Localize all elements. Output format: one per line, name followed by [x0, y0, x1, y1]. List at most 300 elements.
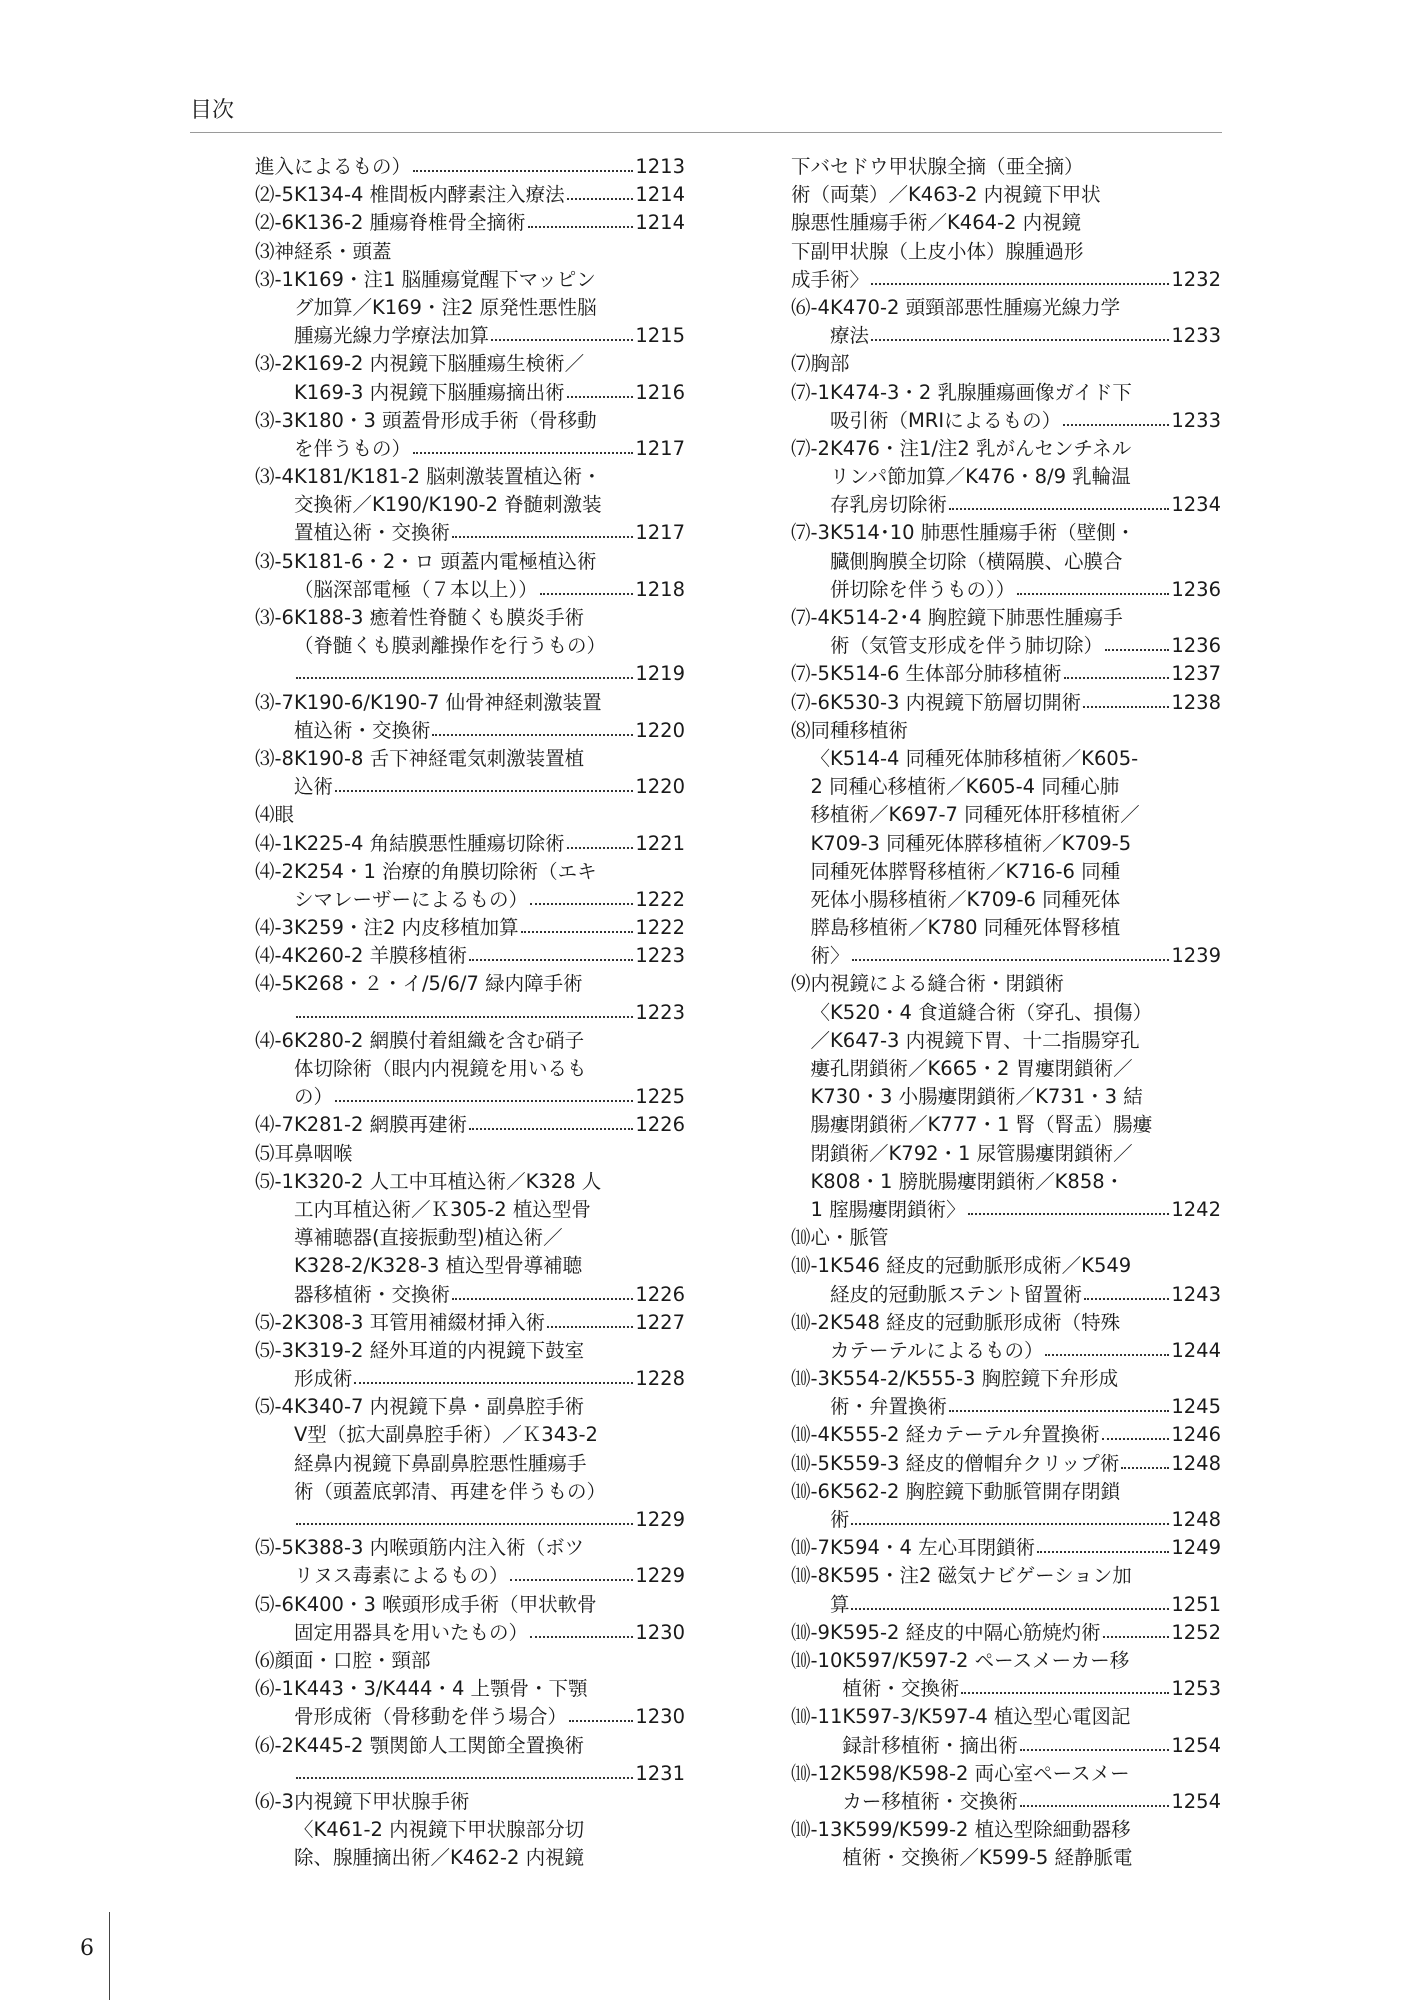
toc-entry[interactable] — [791, 1252, 1221, 1308]
toc-entry[interactable] — [255, 1788, 685, 1873]
toc-entry-number: ⑽-3 — [791, 1367, 830, 1391]
toc-entry-number: ⑽-1 — [791, 1254, 830, 1278]
toc-entry-text: 導補聴器(直接振動型)植込術／ — [293, 1226, 563, 1250]
toc-entry-body — [294, 1027, 685, 1112]
toc-entry-text: 術（両葉）／K463-2 内視鏡下甲状 — [791, 183, 1101, 207]
toc-entry-body — [294, 1393, 685, 1534]
toc-entry[interactable] — [255, 689, 685, 745]
toc-page-number: 1226 — [635, 1113, 685, 1137]
toc-entry-text: K443・3/K444・4 上顎骨・下顎 — [293, 1677, 588, 1701]
toc-entry-body — [791, 153, 1221, 294]
toc-entry-text: カー移植術・交換術 — [842, 1789, 1018, 1813]
toc-entry-text: 固定用器具を用いたもの） — [293, 1620, 528, 1644]
toc-entry[interactable] — [791, 1760, 1221, 1816]
toc-entry-text: K599/K599-2 植込型除細動器移 — [842, 1818, 1131, 1842]
toc-entry-number: ⑸-1 — [255, 1169, 294, 1193]
toc-entry-body — [830, 1619, 1221, 1647]
toc-entry-text: 術〉 — [810, 944, 850, 968]
toc-entry-text: の） — [293, 1085, 333, 1109]
toc-entry-body — [830, 1421, 1221, 1449]
toc-entry-text: 同種移植術 — [810, 718, 909, 742]
toc-entry[interactable] — [255, 1027, 685, 1112]
toc-entry-text: K594・4 左心耳閉鎖術 — [829, 1536, 1036, 1560]
toc-entry-body — [294, 1788, 685, 1873]
toc-entry[interactable] — [791, 1450, 1221, 1478]
toc-entry-body — [294, 689, 685, 745]
toc-page-number: 1213 — [635, 155, 685, 178]
toc-entry-number: ⑽-13 — [791, 1818, 843, 1842]
toc-page-number: 1236 — [1171, 577, 1221, 601]
toc-entry-body — [294, 1337, 685, 1393]
leader-dots — [335, 1083, 633, 1111]
toc-entry-text: 1 腟腸瘻閉鎖術〉 — [810, 1197, 966, 1221]
toc-page-number: 1223 — [635, 944, 685, 968]
leader-dots — [871, 322, 1169, 350]
toc-left-column — [255, 153, 685, 1872]
toc-entry-text: K190-8 舌下神経電気刺激装置植 — [293, 746, 585, 770]
toc-page-number: 1234 — [1171, 493, 1221, 517]
toc-entry-text: K709-3 同種死体膵移植術／K709-5 — [810, 831, 1132, 855]
toc-entry-number: ⑼ — [791, 972, 811, 996]
toc-entry-text: K388-3 内喉頭筋内注入術（ボツ — [293, 1536, 585, 1560]
toc-entry[interactable] — [791, 1647, 1221, 1703]
toc-entry[interactable] — [255, 266, 685, 351]
toc-entry-number: ⑺-6 — [791, 690, 830, 714]
leader-dots — [469, 942, 633, 970]
toc-entry-body — [275, 1140, 685, 1168]
toc-entry-body — [294, 1732, 685, 1788]
toc-entry-text: 膵島移植術／K780 同種死体腎移植 — [810, 916, 1121, 940]
toc-entry-text: 〈K461-2 内視鏡下甲状腺部分切 — [293, 1818, 585, 1842]
toc-entry-text: 吸引術（MRIによるもの） — [829, 408, 1062, 432]
toc-entry-number: ⑹ — [255, 1648, 275, 1672]
toc-entry-text: K530-3 内視鏡下筋層切開術 — [829, 690, 1082, 714]
toc-entry[interactable] — [255, 745, 685, 801]
toc-entry-body — [294, 181, 685, 209]
toc-entry-text: 植込術・交換術 — [293, 718, 431, 742]
toc-entry-text: K169-3 内視鏡下脳腫瘍摘出術 — [293, 380, 565, 404]
toc-entry-text: K597-3/K597-4 植込型心電図記 — [842, 1705, 1131, 1729]
toc-entry-number: ⑽-10 — [791, 1648, 843, 1672]
leader-dots — [335, 773, 633, 801]
toc-entry[interactable] — [791, 970, 1221, 1224]
toc-entry-number: ⑶ — [255, 239, 275, 263]
toc-page-number: 1229 — [635, 1508, 685, 1531]
toc-page-number: 1249 — [1171, 1536, 1221, 1560]
toc-entry-body — [830, 689, 1221, 717]
toc-entry[interactable] — [255, 238, 685, 266]
toc-entry-text: 胸部 — [810, 352, 850, 376]
toc-entry[interactable] — [791, 1365, 1221, 1421]
toc-entry-text: リヌス毒素によるもの） — [293, 1564, 509, 1588]
leader-dots — [1064, 660, 1170, 688]
toc-entry-body — [255, 153, 685, 181]
toc-entry-text: K514-2･4 胸腔鏡下肺悪性腫瘍手 — [829, 606, 1123, 629]
toc-entry[interactable] — [255, 1675, 685, 1731]
toc-entry-text: グ加算／K169・注2 原発性悪性脳 — [293, 295, 597, 319]
toc-entry[interactable] — [791, 1478, 1221, 1534]
toc-entry-number: ⑽-5 — [791, 1451, 830, 1475]
toc-entry-text: 耳鼻咽喉 — [274, 1141, 353, 1165]
toc-page-number: 1220 — [635, 775, 685, 799]
toc-entry[interactable] — [255, 548, 685, 604]
toc-page-number: 1226 — [635, 1282, 685, 1306]
toc-entry-text: 同種死体膵腎移植術／K716-6 同種 — [810, 859, 1121, 883]
toc-entry-body — [294, 350, 685, 406]
toc-entry-number: ⑹-4 — [791, 295, 830, 319]
toc-entry[interactable] — [255, 1591, 685, 1647]
toc-entry[interactable] — [791, 689, 1221, 717]
toc-entry-number: ⑹-2 — [255, 1733, 294, 1757]
toc-entry-text: 臓側胸膜全切除（横隔膜、心膜合 — [829, 549, 1123, 573]
toc-entry[interactable] — [255, 858, 685, 914]
leader-dots — [1037, 1534, 1169, 1562]
toc-entry-number: ⑷-5 — [255, 972, 294, 996]
leader-dots — [540, 576, 634, 604]
toc-entry-body — [830, 1478, 1221, 1534]
toc-entry-text: Ⅴ型（拡大副鼻腔手術）／Ｋ343-2 — [293, 1423, 598, 1447]
toc-page-number: 1248 — [1171, 1451, 1221, 1475]
toc-entry-body — [294, 548, 685, 604]
toc-entry[interactable] — [255, 1140, 685, 1168]
toc-entry-number: ⑽-6 — [791, 1479, 830, 1503]
toc-entry[interactable] — [791, 1619, 1221, 1647]
toc-entry-text: K320-2 人工中耳植込術／K328 人 — [293, 1169, 602, 1193]
toc-entry-text: K514･10 肺悪性腫瘍手術（壁側・ — [829, 521, 1136, 545]
toc-page-number: 1230 — [635, 1705, 685, 1729]
toc-entry-text: K559-3 経皮的僧帽弁クリップ術 — [829, 1451, 1120, 1475]
toc-entry-body — [811, 717, 1221, 971]
toc-entry-body — [830, 435, 1221, 520]
toc-entry-number: ⑷-1 — [255, 831, 294, 855]
toc-entry[interactable] — [255, 914, 685, 942]
toc-entry-text: 植術・交換術 — [842, 1677, 960, 1701]
page-header — [190, 96, 1222, 133]
toc-entry-text: 除、腺腫摘出術／K462-2 内視鏡 — [293, 1846, 585, 1870]
toc-entry-text: 下バセドウ甲状腺全摘（亜全摘） — [791, 155, 1084, 178]
toc-entry-body — [294, 858, 685, 914]
toc-entry-number: ⑽-12 — [791, 1761, 843, 1785]
toc-entry-body — [842, 1647, 1221, 1703]
toc-entry-text: （脊髄くも膜剥離操作を行うもの） — [293, 634, 606, 658]
leader-dots — [968, 1196, 1170, 1224]
toc-entry-text: K595・注2 磁気ナビゲーション加 — [829, 1564, 1132, 1588]
toc-page-number: 1215 — [635, 324, 685, 348]
toc-entry-number: ⑺-5 — [791, 662, 830, 686]
leader-dots — [452, 519, 633, 547]
leader-dots — [567, 379, 634, 407]
leader-dots — [296, 1760, 633, 1788]
toc-page-number: 1252 — [1171, 1620, 1221, 1644]
toc-entry-number: ⑶-7 — [255, 690, 294, 714]
toc-entry-text: K476・注1/注2 乳がんセンチネル — [829, 436, 1132, 460]
toc-entry-number: ⑷-6 — [255, 1028, 294, 1052]
toc-entry-text: 植術・交換術／K599-5 経静脈電 — [842, 1846, 1133, 1870]
toc-entry-text: 交換術／K190/K190-2 脊髄刺激装 — [293, 493, 602, 517]
toc-entry[interactable] — [791, 1534, 1221, 1562]
leader-dots — [569, 1703, 633, 1731]
toc-entry-text: 経鼻内視鏡下鼻副鼻腔悪性腫瘍手 — [293, 1451, 587, 1475]
toc-page-number: 1228 — [635, 1367, 685, 1391]
toc-entry-text: K319-2 経外耳道的内視鏡下鼓室 — [293, 1338, 585, 1362]
toc-entry-body — [830, 294, 1221, 350]
toc-entry[interactable] — [791, 1703, 1221, 1759]
toc-entry-text: 成手術〉 — [791, 267, 870, 291]
toc-entry-text: 2 同種心移植術／K605-4 同種心肺 — [810, 775, 1120, 799]
toc-page-number: 1254 — [1171, 1789, 1221, 1813]
leader-dots — [949, 1393, 1169, 1421]
toc-entry-text: 死体小腸移植術／K709-6 同種死体 — [810, 887, 1121, 911]
toc-entry-number: ⑽-2 — [791, 1310, 830, 1334]
toc-page-number: 1245 — [1171, 1395, 1221, 1419]
toc-entry[interactable] — [255, 970, 685, 1026]
toc-entry-text: K470-2 頭頸部悪性腫瘍光線力学 — [829, 295, 1121, 319]
toc-page-number: 1243 — [1171, 1282, 1221, 1306]
toc-entry-number: ⑶-2 — [255, 352, 294, 376]
toc-page-number: 1244 — [1171, 1338, 1221, 1362]
toc-entry-text: K445-2 顎関節人工関節全置換術 — [293, 1733, 585, 1757]
leader-dots — [1083, 689, 1169, 717]
toc-entry[interactable] — [791, 1421, 1221, 1449]
toc-entry-number: ⑸-6 — [255, 1592, 294, 1616]
toc-entry-text: K562-2 胸腔鏡下動脈管開存閉鎖 — [829, 1479, 1121, 1503]
toc-entry-body — [830, 519, 1221, 604]
toc-page-number: 1217 — [635, 521, 685, 545]
leader-dots — [296, 999, 633, 1027]
toc-entry-number: ⑶-4 — [255, 465, 294, 489]
toc-entry-number: ⑻ — [791, 718, 811, 742]
leader-dots — [1084, 1281, 1169, 1309]
leader-dots — [432, 717, 633, 745]
toc-entry-number: ⑽-11 — [791, 1705, 843, 1729]
toc-entry-body — [294, 1168, 685, 1309]
toc-page-number: 1230 — [635, 1620, 685, 1644]
toc-entry-body — [830, 1450, 1221, 1478]
leader-dots — [961, 1675, 1169, 1703]
toc-entry-text: K546 経皮的冠動脈形成術／K549 — [829, 1254, 1132, 1278]
toc-entry-number: ⑸ — [255, 1141, 275, 1165]
toc-entry-text: 存乳房切除術 — [829, 493, 947, 517]
toc-entry[interactable] — [255, 604, 685, 689]
leader-dots — [413, 435, 633, 463]
toc-page-number: 1217 — [635, 436, 685, 460]
toc-entry[interactable] — [255, 407, 685, 463]
toc-entry-body — [294, 604, 685, 689]
toc-entry-text: 骨形成術（骨移動を伴う場合） — [293, 1705, 567, 1729]
toc-page-number: 1242 — [1171, 1197, 1221, 1221]
toc-entry-text: 心・脈管 — [810, 1226, 889, 1250]
toc-entry-text: K169-2 内視鏡下脳腫瘍生検術／ — [293, 352, 585, 376]
toc-entry-body — [294, 914, 685, 942]
leader-dots — [1045, 1337, 1169, 1365]
toc-entry-text: K281-2 網膜再建術 — [293, 1113, 468, 1137]
toc-entry-text: K474-3・2 乳腺腫瘍画像ガイド下 — [829, 380, 1132, 404]
toc-entry-body — [830, 1365, 1221, 1421]
toc-entry[interactable] — [791, 379, 1221, 435]
toc-entry[interactable] — [791, 1816, 1221, 1872]
toc-entry-text: 瘻孔閉鎖術／K665・2 胃瘻閉鎖術／ — [810, 1057, 1133, 1080]
toc-entry-text: K598/K598-2 両心室ペースメー — [842, 1761, 1130, 1785]
toc-entry-text: シマレーザーによるもの） — [293, 887, 528, 911]
toc-entry-text: K808・1 膀胱腸瘻閉鎖術／K858・ — [810, 1169, 1125, 1193]
toc-entry[interactable] — [255, 153, 685, 181]
leader-dots — [567, 181, 634, 209]
toc-entry-number: ⑷-7 — [255, 1113, 294, 1137]
toc-entry[interactable] — [255, 830, 685, 858]
leader-dots — [871, 266, 1169, 294]
toc-entry-text: K254・1 治療的角膜切除術（エキ — [293, 859, 597, 883]
toc-entry-number: ⑸-5 — [255, 1536, 294, 1560]
toc-entry-number: ⑵-5 — [255, 183, 294, 207]
toc-entry[interactable] — [255, 1168, 685, 1309]
toc-page-number: 1214 — [635, 211, 685, 235]
toc-entry[interactable] — [791, 604, 1221, 660]
toc-entry-body — [294, 830, 685, 858]
toc-entry-text: K225-4 角結膜悪性腫瘍切除術 — [293, 831, 565, 855]
toc-entry-text: K169・注1 脳腫瘍覚醒下マッピン — [293, 267, 596, 291]
toc-entry-text: 閉鎖術／K792・1 尿管腸瘻閉鎖術／ — [810, 1141, 1133, 1165]
toc-entry[interactable] — [255, 1309, 685, 1337]
leader-dots — [1063, 407, 1169, 435]
toc-entry-text: K280-2 網膜付着組織を含む硝子 — [293, 1028, 585, 1052]
toc-entry-body — [830, 379, 1221, 435]
toc-entry[interactable] — [255, 1732, 685, 1788]
toc-entry-text: 算 — [829, 1592, 850, 1616]
toc-entry-text: K181/K181-2 脳刺激装置植込術・ — [293, 465, 602, 489]
toc-entry[interactable] — [791, 435, 1221, 520]
toc-entry[interactable] — [255, 942, 685, 970]
toc-entry-number: ⑺-4 — [791, 606, 830, 629]
page-number: 6 — [80, 1936, 94, 1961]
toc-entry-text: K308-3 耳管用補綴材挿入術 — [293, 1310, 546, 1334]
toc-entry-number: ⑶-8 — [255, 746, 294, 770]
toc-entry-text: K180・3 頭蓋骨形成手術（骨移動 — [293, 408, 597, 432]
leader-dots — [567, 830, 634, 858]
toc-page-number: 1238 — [1171, 690, 1221, 714]
toc-entry[interactable] — [255, 1534, 685, 1590]
toc-entry-number: ⑽-7 — [791, 1536, 830, 1560]
toc-entry[interactable] — [791, 660, 1221, 688]
toc-entry-text: 術・弁置換術 — [829, 1395, 947, 1419]
toc-page-number: 1223 — [635, 1000, 685, 1024]
toc-entry-body — [830, 660, 1221, 688]
toc-entry[interactable] — [791, 1562, 1221, 1618]
leader-dots — [452, 1281, 633, 1309]
toc-entry-body — [294, 1534, 685, 1590]
toc-entry-text: 〈K514-4 同種死体肺移植術／K605- — [810, 746, 1139, 770]
toc-entry-text: 神経系・頭蓋 — [274, 239, 392, 263]
toc-entry-text: リンパ節加算／K476・8/9 乳輪温 — [829, 465, 1131, 489]
toc-entry[interactable] — [255, 209, 685, 237]
leader-dots — [469, 1111, 633, 1139]
toc-entry-body — [811, 1224, 1221, 1252]
toc-entry[interactable] — [255, 1111, 685, 1139]
toc-entry-text: K259・注2 内皮移植加算 — [293, 916, 519, 940]
toc-entry-body — [294, 745, 685, 801]
leader-dots — [1102, 1421, 1170, 1449]
toc-entry-text: 工内耳植込術／Ｋ305-2 植込型骨 — [293, 1197, 591, 1221]
toc-entry-text: K595-2 経皮的中隔心筋焼灼術 — [829, 1620, 1101, 1644]
toc-entry-text: を伴うもの） — [293, 436, 411, 460]
toc-entry[interactable] — [255, 1393, 685, 1534]
leader-dots — [1020, 1732, 1169, 1760]
toc-entry-text: K328-2/K328-3 植込型骨導補聴 — [293, 1254, 583, 1278]
toc-entry-body — [275, 1647, 685, 1675]
toc-entry[interactable] — [791, 153, 1221, 294]
leader-dots — [296, 1506, 633, 1534]
toc-entry-text: 録計移植術・摘出術 — [842, 1733, 1018, 1757]
toc-entry-body — [842, 1816, 1221, 1872]
leader-dots — [1103, 1619, 1170, 1647]
toc-entry-number: ⑷-4 — [255, 944, 294, 968]
toc-entry-number: ⑷ — [255, 803, 275, 827]
toc-page-number: 1253 — [1171, 1677, 1221, 1701]
page-title: 目次 — [190, 98, 235, 123]
toc-entry-text: K340-7 内視鏡下鼻・副鼻腔手術 — [293, 1395, 585, 1419]
toc-entry-body — [830, 1309, 1221, 1365]
toc-entry-number: ⑺-1 — [791, 380, 830, 404]
toc-entry-body — [811, 970, 1221, 1224]
leader-dots — [521, 914, 634, 942]
toc-entry-number: ⑵-6 — [255, 211, 294, 235]
leader-dots — [296, 660, 633, 688]
toc-right-column — [791, 153, 1221, 1872]
toc-entry[interactable] — [791, 350, 1221, 378]
toc-entry-text: 内視鏡による縫合術・閉鎖術 — [810, 972, 1065, 996]
toc-page-number: 1227 — [635, 1310, 685, 1334]
toc-entry-text: 顔面・口腔・頸部 — [274, 1648, 431, 1672]
toc-entry-body — [294, 463, 685, 548]
toc-entry-number: ⑺-2 — [791, 436, 830, 460]
toc-entry-body — [830, 1534, 1221, 1562]
toc-page-number: 1248 — [1171, 1508, 1221, 1531]
toc-entry-text: 形成術 — [293, 1367, 353, 1391]
toc-page-number: 1229 — [635, 1564, 685, 1588]
toc-entry-number: ⑽ — [791, 1226, 811, 1250]
toc-entry-text: 経皮的冠動脈ステント留置術 — [829, 1282, 1083, 1306]
toc-entry-text: ／K647-3 内視鏡下胃、十二指腸穿孔 — [810, 1028, 1140, 1052]
toc-entry-text: 置植込術・交換術 — [293, 521, 450, 545]
toc-entry-number: ⑺ — [791, 352, 811, 376]
toc-entry-body — [294, 1675, 685, 1731]
toc-entry[interactable] — [255, 350, 685, 406]
toc-page-number: 1231 — [635, 1761, 685, 1785]
toc-entry-text: K555-2 経カテーテル弁置換術 — [829, 1423, 1100, 1447]
toc-entry-text: 〈K520・4 食道縫合術（穿孔、損傷） — [810, 1000, 1153, 1024]
toc-entry[interactable] — [255, 1337, 685, 1393]
toc-entry[interactable] — [255, 801, 685, 829]
toc-entry[interactable] — [791, 294, 1221, 350]
toc-entry[interactable] — [791, 717, 1221, 971]
toc-entry[interactable] — [255, 181, 685, 209]
toc-entry[interactable] — [255, 463, 685, 548]
toc-entry-body — [842, 1760, 1221, 1816]
toc-entry-body — [294, 1309, 685, 1337]
toc-entry-text: 下副甲状腺（上皮小体）腺腫過形 — [791, 239, 1084, 263]
toc-entry-body — [294, 266, 685, 351]
leader-dots — [851, 1591, 1169, 1619]
toc-entry-number: ⑶-5 — [255, 549, 294, 573]
toc-entry-text: K190-6/K190-7 仙骨神経刺激装置 — [293, 690, 602, 714]
toc-entry[interactable] — [791, 1224, 1221, 1252]
toc-entry[interactable] — [791, 1309, 1221, 1365]
toc-entry[interactable] — [255, 1647, 685, 1675]
toc-entry-body — [830, 1252, 1221, 1308]
leader-dots — [547, 1309, 633, 1337]
leader-dots — [1020, 1788, 1169, 1816]
toc-entry-number: ⑽-4 — [791, 1423, 830, 1447]
toc-entry[interactable] — [791, 519, 1221, 604]
